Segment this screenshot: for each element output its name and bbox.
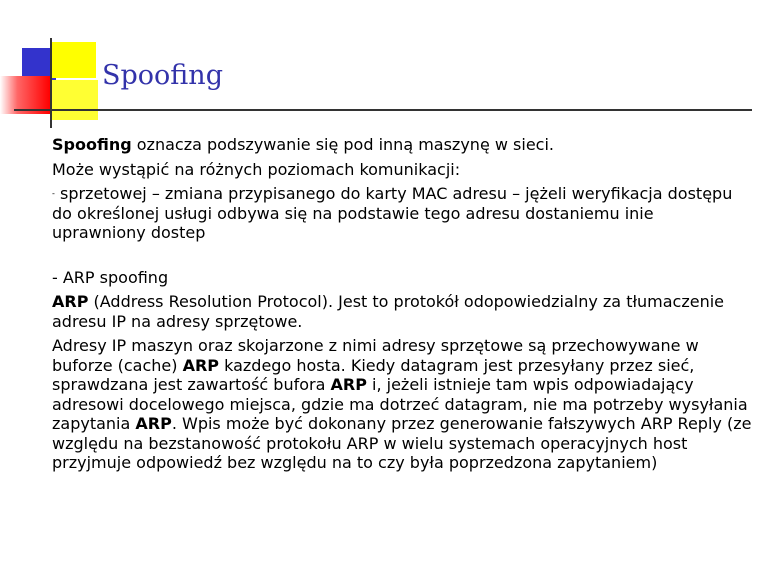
term-spoofing: Spoofing: [52, 135, 132, 154]
slide-body: [52, 135, 752, 473]
paragraph-levels: Może wystąpić na różnych poziomach komunikacji:: [52, 159, 461, 179]
decor-vertical-line: [50, 38, 52, 128]
paragraph-definition: Spoofing oznacza podszywanie się pod inną maszynę w sieci.: [52, 135, 554, 154]
title-underline: [14, 109, 752, 111]
decor-yellow-square: [52, 42, 96, 78]
paragraph-hardware: - sprzetowej – zmiana przypisanego do karty MAC adresu – jężeli weryfikacja dostępu do określonej usługi odbywa się na podstawie tego adresu dostaniemu inie uprawniony dostep: [52, 184, 733, 242]
slide-title: Spoofing: [102, 60, 223, 91]
paragraph-arp-definition: ARP (Address Resolution Protocol). Jest to protokół odopowiedzialny za tłumaczenie adresu IP na adresy sprzętowe.: [52, 292, 725, 331]
paragraph-arp-cache: Adresy IP maszyn oraz skojarzone z nimi adresy sprzętowe są przechowywane w buforze (cache) ARP kazdego hosta. Kiedy datagram jest przesyłany przez sieć, sprawdzana jest zawartość bufora ARP i, jeżeli istnieje tam wpis odpowiadający adresowi docelowego miejsca, gdzie ma dotrzeć datagram, nie ma potrzeby wysyłania zapytania ARP. Wpis może być dokonany przez generowanie fałszywych ARP Reply (ze względu na bezstanowość protokołu ARP w wielu systemach operacyjnych host przyjmuje odpowiedź bez względu na to czy była poprzedzona zapytaniem): [52, 336, 752, 472]
decor-yellow-square-lower: [52, 80, 98, 120]
paragraph-arp-spoofing: - ARP spoofing: [52, 267, 169, 287]
